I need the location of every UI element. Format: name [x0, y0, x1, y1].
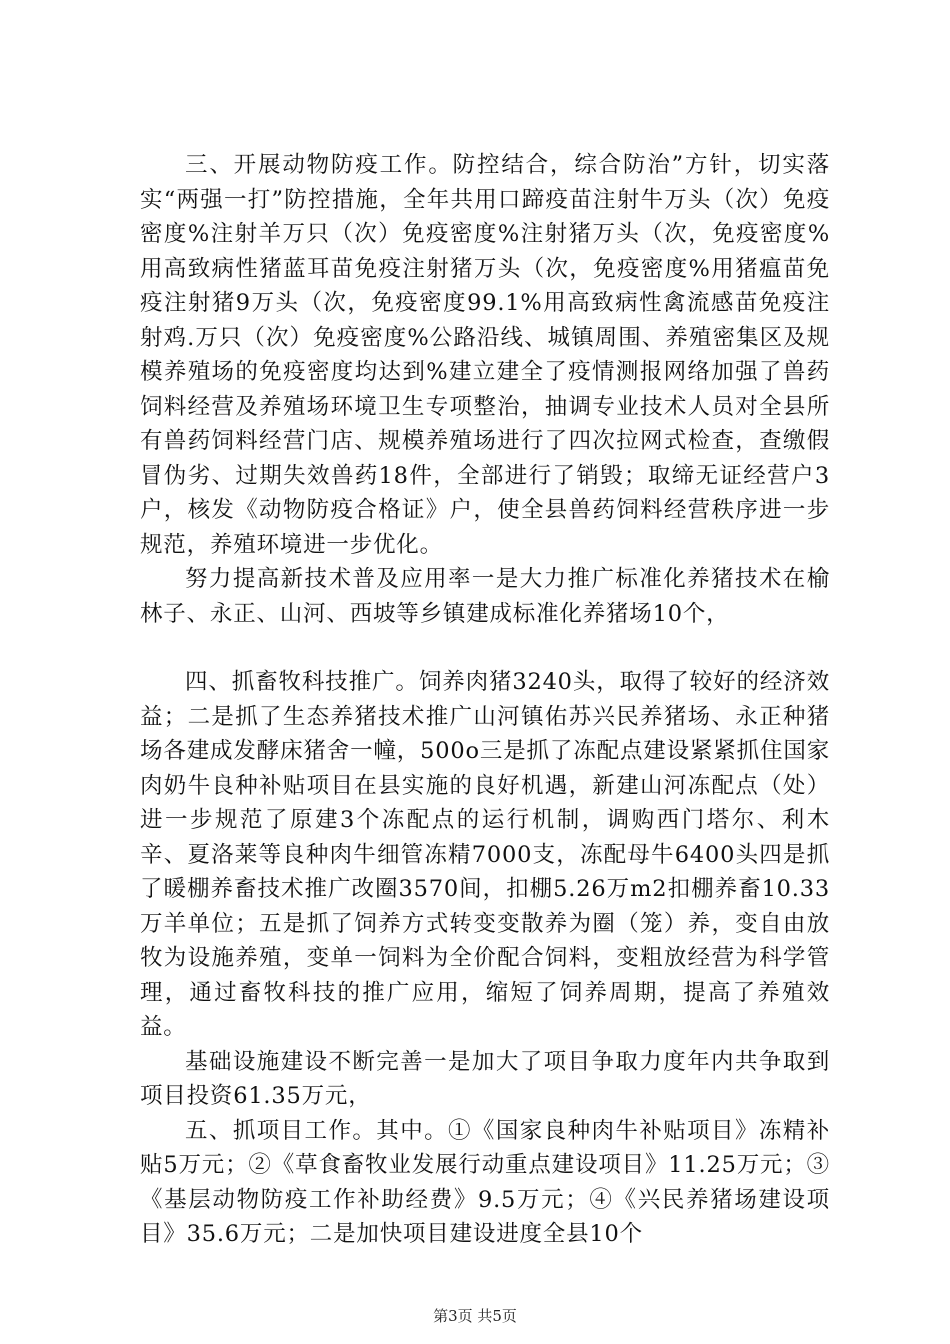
- paragraph-gap: [140, 631, 830, 665]
- paragraph-epidemic-prevention: 三、开展动物防疫工作。防控结合，综合防治”方针，切实落实“两强一打”防控措施，全年共用口蹄疫苗注射牛万头（次）免疫密度%注射羊万只（次）免疫密度%注射猪万头（次，免疫密度%用高致病性猪蓝耳苗免疫注射猪万头（次，免疫密度%用猪瘟苗免疫注射猪9万头（次，免疫密度99.1%用高致病性禽流感苗免疫注射鸡.万只（次）免疫密度%公路沿线、城镇周围、养殖密集区及规模养殖场的免疫密度均达到%建立建全了疫情测报网络加强了兽药饲料经营及养殖场环境卫生专项整治，抽调专业技术人员对全县所有兽药饲料经营门店、规模养殖场进行了四次拉网式检查，查缴假冒伪劣、过期失效兽药18件，全部进行了销毁；取缔无证经营户3户，核发《动物防疫合格证》户，使全县兽药饲料经营秩序进一步规范，养殖环境进一步优化。: [140, 152, 830, 558]
- document-body: [140, 148, 830, 1252]
- paragraph-tech-promotion: 四、抓畜牧科技推广。饲养肉猪3240头，取得了较好的经济效益；二是抓了生态养猪技术推广山河镇佑苏兴民养猪场、永正种猪场各建成发酵床猪舍一幢，500o三是抓了冻配点建设紧紧抓住国家肉奶牛良种补贴项目在县实施的良好机遇，新建山河冻配点（处）进一步规范了原建3个冻配点的运行机制，调购西门塔尔、利木辛、夏洛莱等良种肉牛细管冻精7000支，冻配母牛6400头四是抓了暖棚养畜技术推广改圈3570间，扣棚5.26万m2扣棚养畜10.33万羊单位；五是抓了饲养方式转变变散养为圈（笼）养，变自由放牧为设施养殖，变单一饲料为全价配合饲料，变粗放经营为科学管理，通过畜牧科技的推广应用，缩短了饲养周期，提高了养殖效益。: [140, 669, 830, 1040]
- paragraph-project-work: 五、抓项目工作。其中。①《国家良种肉牛补贴项目》冻精补贴5万元；②《草食畜牧业发展行动重点建设项目》11.25万元；③《基层动物防疫工作补助经费》9.5万元；④《兴民养猪场建设项目》35.6万元；二是加快项目建设进度全县10个: [140, 1117, 830, 1247]
- paragraph-infrastructure: 基础设施建设不断完善一是加大了项目争取力度年内共争取到项目投资61.35万元，: [140, 1048, 830, 1109]
- paragraph-new-technology: 努力提高新技术普及应用率一是大力推广标准化养猪技术在榆林子、永正、山河、西坡等乡镇建成标准化养猪场10个，: [140, 566, 830, 627]
- page-number-footer: 第3页 共5页: [433, 1307, 517, 1325]
